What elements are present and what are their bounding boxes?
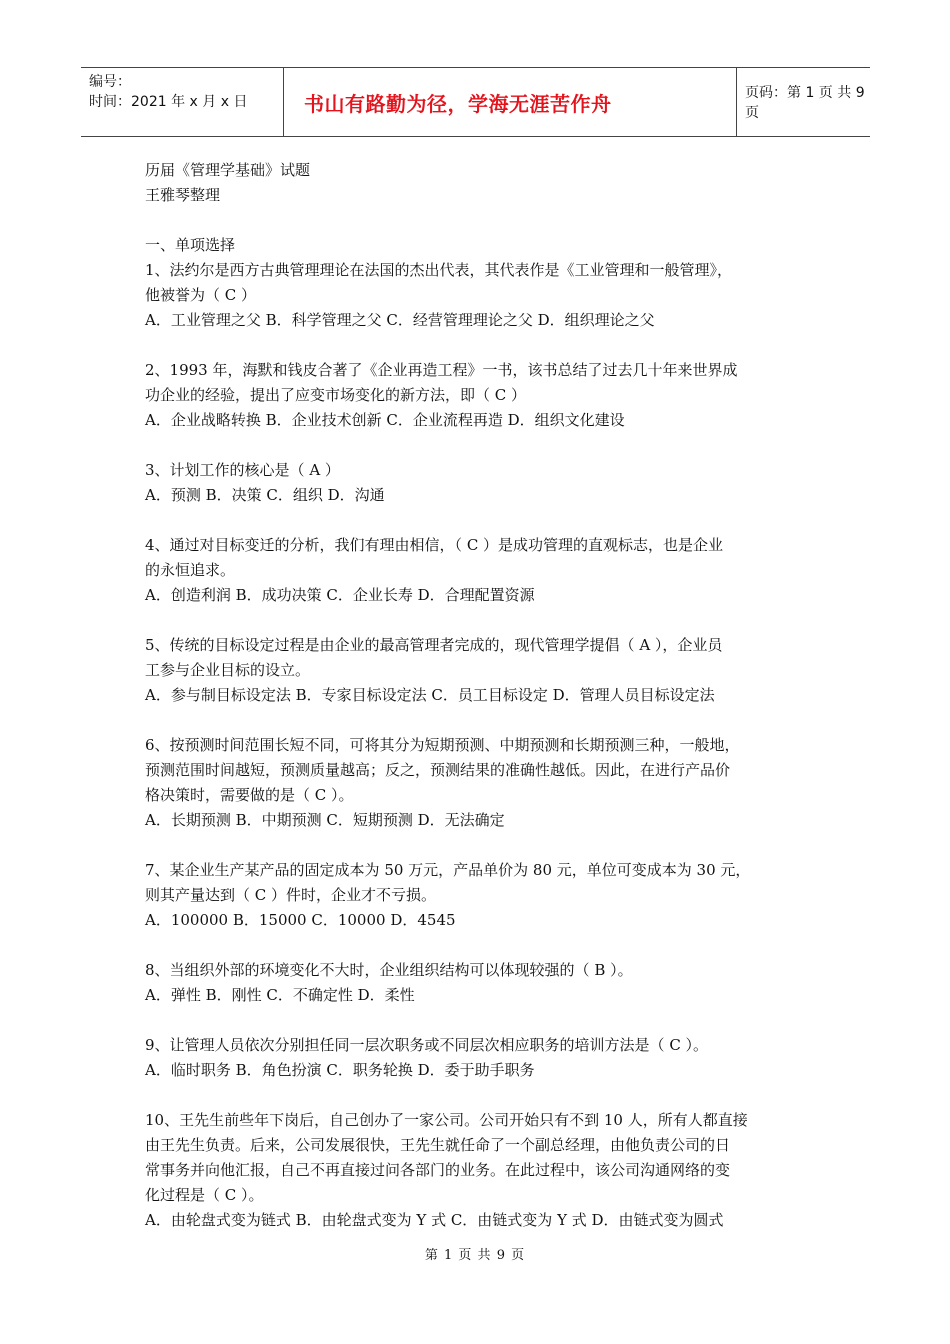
question-options: A．弹性 B．刚性 C．不确定性 D．柔性 (145, 986, 415, 1004)
question-text-line: 1、法约尔是西方古典管理理论在法国的杰出代表，其代表作是《工业管理和一般管理》， (145, 261, 733, 279)
question-text-line: 工参与企业目标的设立。 (145, 661, 311, 679)
question-item (145, 458, 810, 533)
question-item (145, 958, 810, 1033)
spacer (145, 1083, 810, 1108)
page-code: 页码：第 1 页 共 9 页 (745, 85, 865, 121)
question-text-line: 功企业的经验，提出了应变市场变化的新方法，即（ C ） (145, 386, 527, 404)
spacer (145, 708, 810, 733)
header-right-cell (737, 68, 870, 136)
spacer (145, 608, 810, 633)
document-body (145, 158, 810, 1233)
section-heading: 一、单项选择 (145, 236, 236, 254)
spacer (145, 933, 810, 958)
question-text-line: 的永恒追求。 (145, 561, 236, 579)
question-list (145, 258, 810, 1233)
question-text-line: 4、通过对目标变迁的分析，我们有理由相信，（ C ）是成功管理的直观标志，也是企业 (145, 536, 724, 554)
question-text-line: 6、按预测时间范围长短不同，可将其分为短期预测、中期预测和长期预测三种，一般地， (145, 736, 740, 754)
question-text-line: 他被誉为（ C ） (145, 286, 257, 304)
document-author: 王雅琴整理 (145, 186, 221, 204)
question-text-line: 2、1993 年，海默和钱皮合著了《企业再造工程》一书，该书总结了过去几十年来世界成 (145, 361, 738, 379)
question-text-line: 10、王先生前些年下岗后，自己创办了一家公司。公司开始只有不到 10 人，所有人都直接 (145, 1111, 748, 1129)
question-options: A．由轮盘式变为链式 B．由轮盘式变为 Y 式 C．由链式变为 Y 式 D．由链式变为圆式 (145, 1211, 724, 1229)
question-text-line: 化过程是（ C ）。 (145, 1186, 264, 1204)
date-line: 时间：2021 年 x 月 x 日 (89, 94, 248, 110)
question-item (145, 1033, 810, 1108)
question-options: A．长期预测 B．中期预测 C．短期预测 D．无法确定 (145, 811, 505, 829)
spacer (145, 433, 810, 458)
number-label: 编号： (89, 74, 131, 90)
motto-text: 书山有路勤为径，学海无涯苦作舟 (304, 91, 612, 116)
question-options: A．临时职务 B．角色扮演 C．职务轮换 D．委于助手职务 (145, 1061, 535, 1079)
question-text-line: 则其产量达到（ C ）件时，企业才不亏损。 (145, 886, 437, 904)
question-options: A．预测 B．决策 C．组织 D．沟通 (145, 486, 385, 504)
question-text-line: 8、当组织外部的环境变化不大时，企业组织结构可以体现较强的（ B ）。 (145, 961, 633, 979)
question-text-line: 格决策时，需要做的是（ C ）。 (145, 786, 354, 804)
question-options: A．企业战略转换 B．企业技术创新 C．企业流程再造 D．组织文化建设 (145, 411, 625, 429)
question-text-line: 7、某企业生产某产品的固定成本为 50 万元，产品单价为 80 元，单位可变成本为 30 元， (145, 861, 751, 879)
document-header (81, 67, 870, 137)
question-item (145, 633, 810, 733)
question-text-line: 由王先生负责。后来，公司发展很快，王先生就任命了一个副总经理，由他负责公司的日 (145, 1136, 731, 1154)
question-options: A．100000 B．15000 C．10000 D．4545 (145, 911, 456, 929)
spacer (145, 508, 810, 533)
footer-page-number: 第 1 页 共 9 页 (424, 1248, 526, 1263)
question-text-line: 预测范围时间越短，预测质量越高；反之，预测结果的准确性越低。因此，在进行产品价 (145, 761, 731, 779)
spacer (145, 833, 810, 858)
spacer (145, 208, 810, 233)
question-text-line: 常事务并向他汇报，自己不再直接过问各部门的业务。在此过程中，该公司沟通网络的变 (145, 1161, 731, 1179)
question-item (145, 1108, 810, 1233)
question-text-line: 5、传统的目标设定过程是由企业的最高管理者完成的，现代管理学提倡（ A ），企业员 (145, 636, 723, 654)
question-item (145, 858, 810, 958)
question-item (145, 533, 810, 633)
question-options: A．参与制目标设定法 B．专家目标设定法 C．员工目标设定 D．管理人员目标设定法 (145, 686, 715, 704)
header-motto-cell (283, 68, 737, 136)
question-text-line: 9、让管理人员依次分别担任同一层次职务或不同层次相应职务的培训方法是（ C ）。 (145, 1036, 709, 1054)
header-left-cell (81, 68, 283, 136)
question-item (145, 733, 810, 858)
page-footer (0, 1244, 950, 1263)
question-text-line: 3、计划工作的核心是（ A ） (145, 461, 340, 479)
question-item (145, 258, 810, 358)
spacer (145, 1008, 810, 1033)
question-options: A．工业管理之父 B．科学管理之父 C．经营管理理论之父 D．组织理论之父 (145, 311, 655, 329)
question-options: A．创造利润 B．成功决策 C．企业长寿 D．合理配置资源 (145, 586, 535, 604)
document-title: 历届《管理学基础》试题 (145, 161, 311, 179)
spacer (145, 333, 810, 358)
question-item (145, 358, 810, 458)
